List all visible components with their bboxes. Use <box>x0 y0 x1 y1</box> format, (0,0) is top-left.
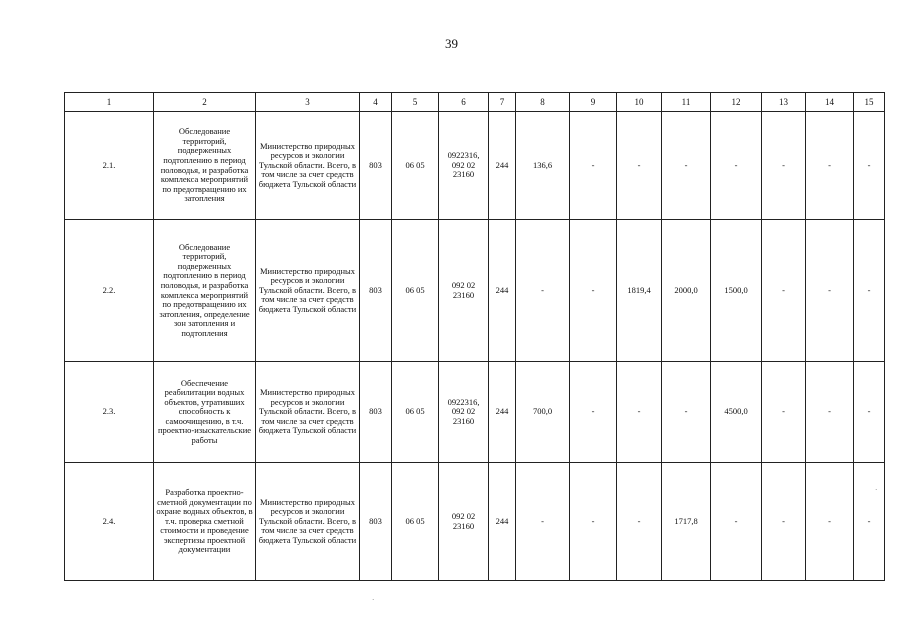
amount: 136,6 <box>516 112 570 220</box>
amount: - <box>516 220 570 362</box>
table-row <box>65 220 885 362</box>
amount: - <box>516 463 570 581</box>
amount: - <box>854 112 885 220</box>
amount: - <box>662 112 711 220</box>
amount: - <box>711 112 762 220</box>
header-cell: 8 <box>516 93 570 112</box>
amount: - <box>854 220 885 362</box>
amount: 700,0 <box>516 362 570 463</box>
amount: - <box>617 463 662 581</box>
measure-name: Обеспечение реабилитации водных объектов, утративших способность к самоочищению, в т.ч. проектно-изыскательские работы <box>154 362 256 463</box>
header-cell: 3 <box>256 93 360 112</box>
header-cell: 14 <box>806 93 854 112</box>
code-ministry: 803 <box>360 362 392 463</box>
table-row <box>65 463 885 581</box>
code-ministry: 803 <box>360 112 392 220</box>
table-row <box>65 362 885 463</box>
amount: - <box>570 112 617 220</box>
amount: - <box>806 112 854 220</box>
header-cell: 12 <box>711 93 762 112</box>
executor: Министерство природных ресурсов и экологии Тульской области. Всего, в том числе за счет средств бюджета Тульской области <box>256 112 360 220</box>
code-section: 06 05 <box>392 463 439 581</box>
row-number: 2.4. <box>65 463 154 581</box>
budget-table <box>64 92 885 581</box>
row-number: 2.3. <box>65 362 154 463</box>
code-expense: 244 <box>489 220 516 362</box>
amount: 1819,4 <box>617 220 662 362</box>
code-expense: 244 <box>489 463 516 581</box>
code-expense: 244 <box>489 112 516 220</box>
amount: - <box>854 362 885 463</box>
executor: Министерство природных ресурсов и экологии Тульской области. Всего, в том числе за счет средств бюджета Тульской области <box>256 362 360 463</box>
amount: 1500,0 <box>711 220 762 362</box>
amount: - <box>570 220 617 362</box>
amount: - <box>662 362 711 463</box>
amount: - <box>570 463 617 581</box>
amount: - <box>570 362 617 463</box>
code-target: 092 02 23160 <box>439 220 489 362</box>
amount: 4500,0 <box>711 362 762 463</box>
code-ministry: 803 <box>360 463 392 581</box>
executor: Министерство природных ресурсов и экологии Тульской области. Всего, в том числе за счет средств бюджета Тульской области <box>256 220 360 362</box>
amount: - <box>762 463 806 581</box>
executor: Министерство природных ресурсов и экологии Тульской области. Всего, в том числе за счет средств бюджета Тульской области <box>256 463 360 581</box>
header-cell: 4 <box>360 93 392 112</box>
header-cell: 13 <box>762 93 806 112</box>
amount: - <box>617 362 662 463</box>
amount: 1717,8 <box>662 463 711 581</box>
header-cell: 7 <box>489 93 516 112</box>
code-target: 0922316, 092 02 23160 <box>439 362 489 463</box>
amount: 2000,0 <box>662 220 711 362</box>
header-cell: 6 <box>439 93 489 112</box>
row-number: 2.1. <box>65 112 154 220</box>
amount: - <box>762 220 806 362</box>
header-cell: 5 <box>392 93 439 112</box>
measure-name: Обследование территорий, подверженных подтоплению в период половодья, и разработка комплекса мероприятий по предотвращению их затопления <box>154 112 256 220</box>
code-ministry: 803 <box>360 220 392 362</box>
amount: - <box>854 463 885 581</box>
header-cell: 1 <box>65 93 154 112</box>
amount: - <box>711 463 762 581</box>
header-row <box>65 93 885 112</box>
table-row <box>65 112 885 220</box>
code-target: 092 02 23160 <box>439 463 489 581</box>
header-cell: 2 <box>154 93 256 112</box>
code-expense: 244 <box>489 362 516 463</box>
amount: - <box>806 362 854 463</box>
header-cell: 9 <box>570 93 617 112</box>
amount: - <box>806 463 854 581</box>
measure-name: Обследование территорий, подверженных подтоплению в период половодья, и разработка комплекса мероприятий по предотвращению их затопления, определение зон затопления и подтопления <box>154 220 256 362</box>
amount: - <box>806 220 854 362</box>
amount: - <box>762 112 806 220</box>
amount: - <box>762 362 806 463</box>
page-number: 39 <box>445 36 458 51</box>
header-cell: 10 <box>617 93 662 112</box>
scan-speck: · <box>372 596 375 604</box>
scan-speck: · <box>875 486 878 494</box>
code-section: 06 05 <box>392 112 439 220</box>
code-target: 0922316, 092 02 23160 <box>439 112 489 220</box>
measure-name: Разработка проектно-сметной документации по охране водных объектов, в т.ч. проверка сметной стоимости и проведение экспертизы проектной документации <box>154 463 256 581</box>
amount: - <box>617 112 662 220</box>
header-cell: 11 <box>662 93 711 112</box>
code-section: 06 05 <box>392 220 439 362</box>
header-cell: 15 <box>854 93 885 112</box>
row-number: 2.2. <box>65 220 154 362</box>
code-section: 06 05 <box>392 362 439 463</box>
